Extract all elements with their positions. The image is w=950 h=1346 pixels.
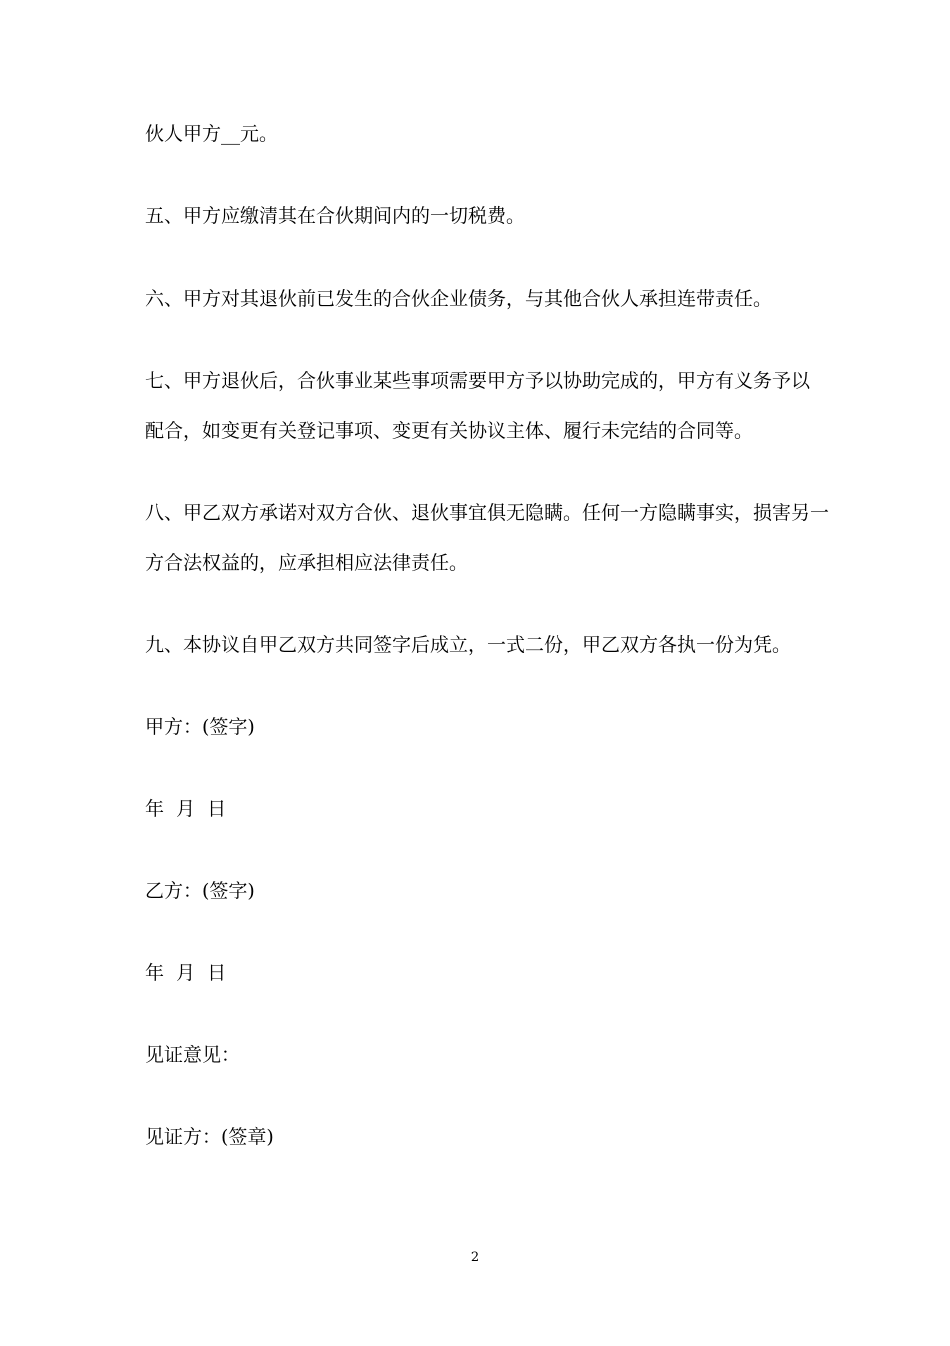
party-a-date: 年 月 日 bbox=[145, 798, 227, 820]
clause-seven-line-2: 配合，如变更有关登记事项、变更有关协议主体、履行未完结的合同等。 bbox=[145, 420, 754, 442]
party-a-signature: 甲方：(签字) bbox=[145, 716, 255, 738]
party-b-signature: 乙方：(签字) bbox=[145, 880, 255, 902]
clause-eight-line-1: 八、甲乙双方承诺对双方合伙、退伙事宜俱无隐瞒。任何一方隐瞒事实，损害另一 bbox=[145, 502, 830, 524]
witness-signature: 见证方：(签章) bbox=[145, 1126, 274, 1148]
page-number: 2 bbox=[470, 1250, 480, 1265]
witness-opinion: 见证意见： bbox=[145, 1044, 241, 1066]
paragraph-line-partner-amount: 伙人甲方__元。 bbox=[145, 123, 279, 145]
clause-eight-line-2: 方合法权益的，应承担相应法律责任。 bbox=[145, 552, 469, 574]
party-b-date: 年 月 日 bbox=[145, 962, 227, 984]
clause-six: 六、甲方对其退伙前已发生的合伙企业债务，与其他合伙人承担连带责任。 bbox=[145, 288, 773, 310]
clause-five: 五、甲方应缴清其在合伙期间内的一切税费。 bbox=[145, 205, 526, 227]
clause-seven-line-1: 七、甲方退伙后，合伙事业某些事项需要甲方予以协助完成的，甲方有义务予以 bbox=[145, 370, 811, 392]
clause-nine: 九、本协议自甲乙双方共同签字后成立，一式二份，甲乙双方各执一份为凭。 bbox=[145, 634, 792, 656]
